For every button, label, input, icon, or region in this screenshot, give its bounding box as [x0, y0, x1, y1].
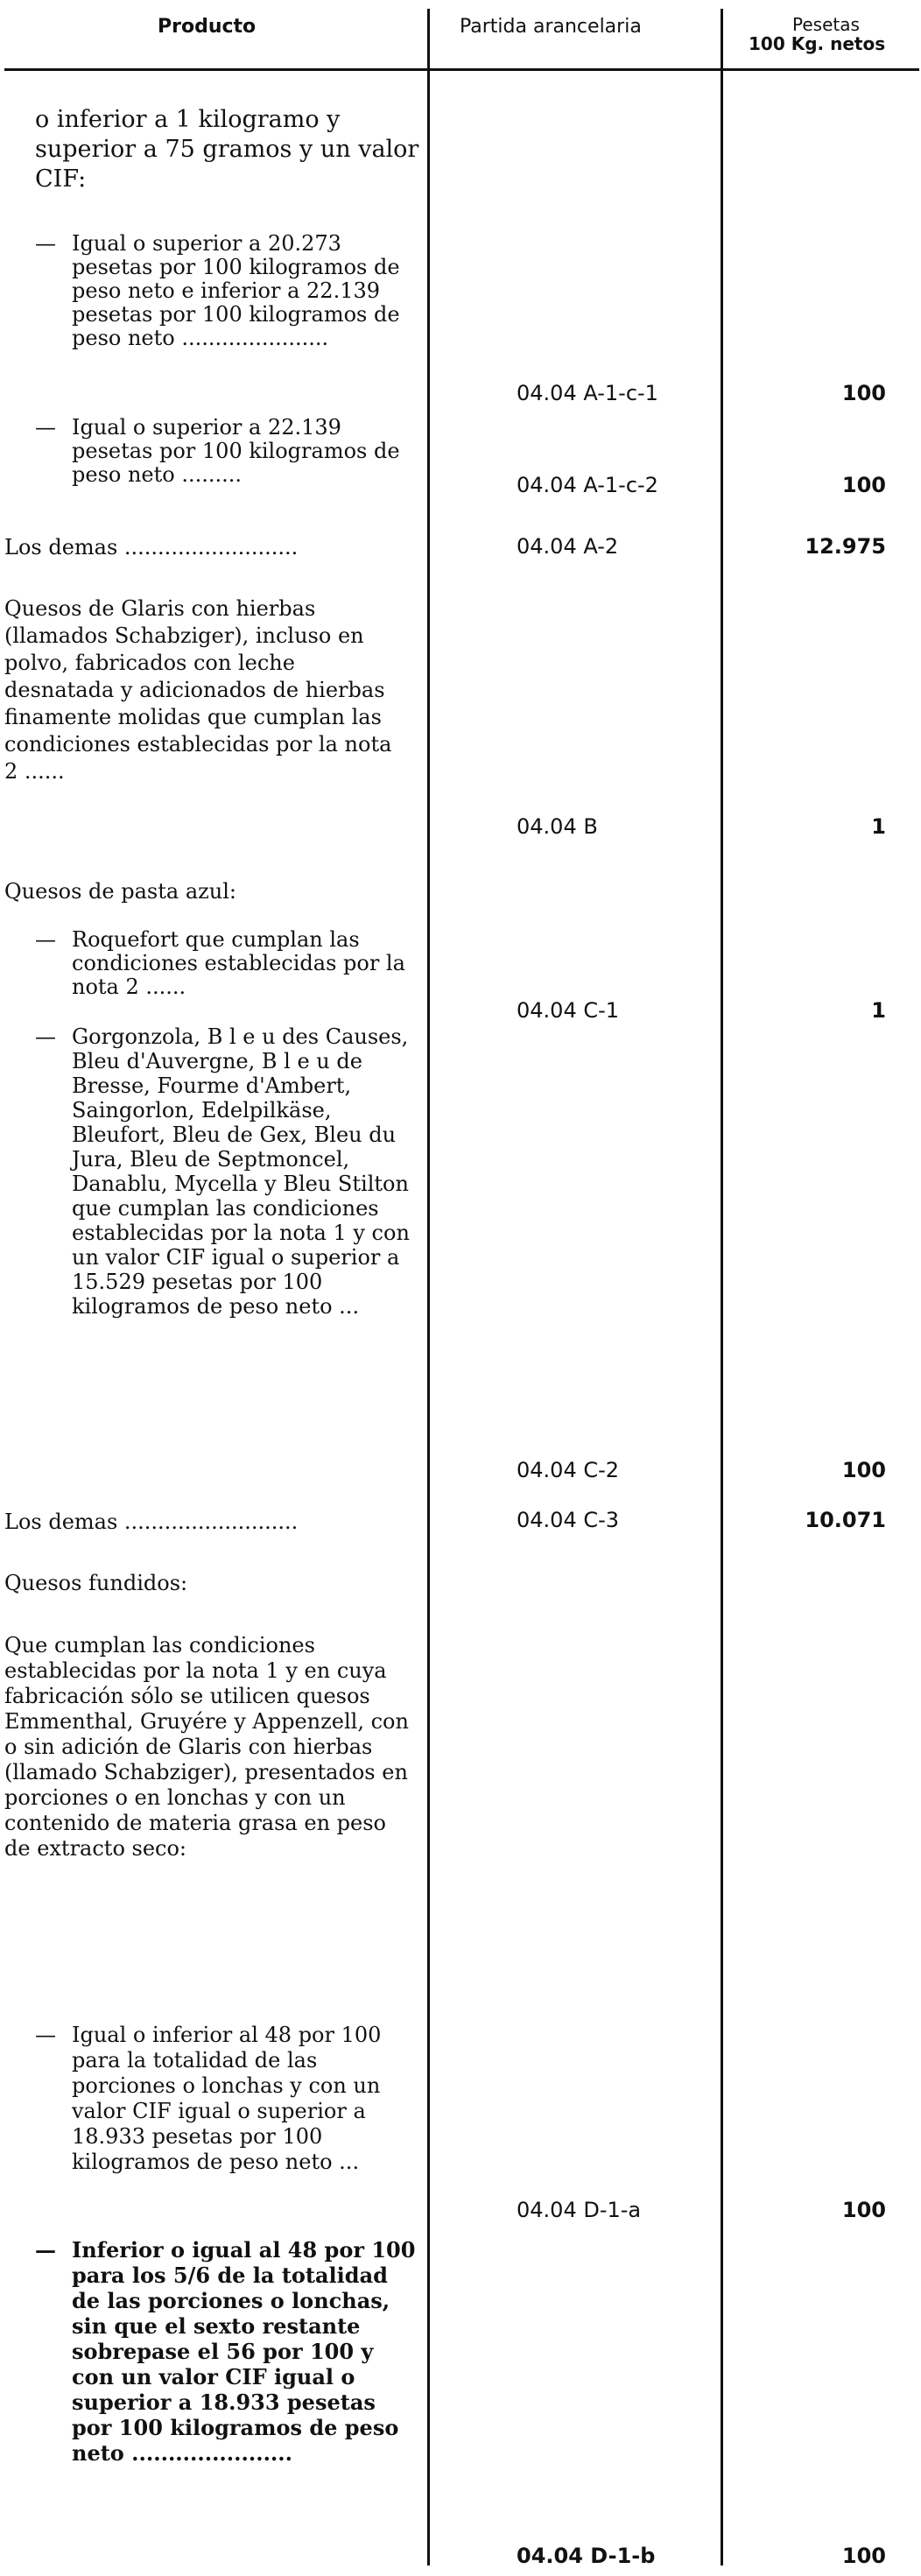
- item-a1c1: [35, 232, 420, 350]
- item-a2-code: 04.04 A-2: [517, 534, 619, 559]
- item-a1c2-text: Igual o superior a 22.139 pesetas por 100 kilogramos de peso neto .........: [72, 415, 400, 487]
- dash-marker: —: [35, 231, 56, 256]
- item-b-text: [4, 595, 407, 785]
- header-producto: Producto: [158, 16, 257, 38]
- item-c1-code: 04.04 C-1: [517, 998, 620, 1023]
- column-divider-2: [721, 9, 723, 2565]
- item-d1a-text: Igual o inferior al 48 por 100 para la totalidad de las porciones o lonchas y con un valor CIF igual o superior a 18.933 pesetas por 100 kilogramos de peso neto ...: [72, 2023, 382, 2174]
- item-c3-code: 04.04 C-3: [517, 1508, 620, 1532]
- item-d1b-code: 04.04 D-1-b: [517, 2544, 656, 2568]
- header-pesetas: Pesetas: [792, 14, 860, 35]
- section-d-intro: Que cumplan las condiciones establecidas por la nota 1 y en cuya fabricación sólo se utilicen quesos Emmenthal, Gruyére y Appenzell, con o sin adición de Glaris con hierbas (llamado Schabziger), presentados en porciones o en lonchas y con un contenido de materia grasa en peso de extracto seco:: [4, 1633, 409, 1861]
- item-c2-code: 04.04 C-2: [517, 1458, 620, 1482]
- item-a1c2-amount: 100: [841, 473, 886, 497]
- column-divider-1: [427, 9, 430, 2565]
- item-d1b: [35, 2237, 420, 2466]
- item-d1a-amount: 100: [841, 2198, 886, 2222]
- item-b-paragraph: Quesos de Glaris con hierbas (llamados Schabziger), incluso en polvo, fabricados con leche desnatada y adicionados de hierbas finamente molidas que cumplan las condiciones establecidas por la nota 2 ......: [4, 596, 392, 784]
- section-c-heading: Quesos de pasta azul:: [4, 879, 236, 904]
- item-d1a-code: 04.04 D-1-a: [517, 2198, 642, 2222]
- item-c2: [35, 1024, 420, 1319]
- section-d-heading: Quesos fundidos:: [4, 1571, 188, 1595]
- item-d1a: [35, 2023, 420, 2175]
- item-c3-text: Los demas ..........................: [4, 1510, 299, 1534]
- item-a1c1-code: 04.04 A-1-c-1: [517, 381, 658, 405]
- item-a1c1-amount: 100: [841, 381, 886, 405]
- item-a1c2: [35, 416, 420, 487]
- dash-marker: —: [35, 2023, 56, 2047]
- intro-text: o inferior a 1 kilogramo y superior a 75 gramos y un valor CIF:: [35, 106, 419, 193]
- item-a2-amount: 12.975: [805, 534, 886, 559]
- item-a2-text: Los demas ..........................: [4, 535, 299, 560]
- item-d1b-amount: 100: [841, 2544, 886, 2568]
- header-partida: Partida arancelaria: [460, 16, 642, 38]
- item-a1c2-code: 04.04 A-1-c-2: [517, 473, 658, 497]
- dash-marker: —: [35, 927, 56, 952]
- item-b-code: 04.04 B: [517, 814, 598, 839]
- item-c1-amount: 1: [871, 998, 886, 1023]
- item-d1b-text: Inferior o igual al 48 por 100 para los 5/6 de la totalidad de las porciones o lonchas, sin que el sexto restante sobrepase el 56 por 100 y con un valor CIF igual o superior a 18.933 pesetas por 100 kilogramos de peso neto ......................: [72, 2237, 416, 2466]
- item-c2-text: Gorgonzola, B l e u des Causes, Bleu d'Auvergne, B l e u de Bresse, Fourme d'Ambert, Saingorlon, Edelpilkäse, Bleufort, Bleu de Gex, Bleu du Jura, Bleu de Septmoncel, Danablu, Mycella y Bleu Stilton que cumplan las condiciones establecidas por la nota 1 y con un valor CIF igual o superior a 15.529 pesetas por 100 kilogramos de peso neto ...: [72, 1024, 410, 1319]
- item-c3-amount: 10.071: [805, 1508, 886, 1532]
- dash-marker: —: [35, 1024, 56, 1049]
- item-c1-text: Roquefort que cumplan las condiciones establecidas por la nota 2 ......: [72, 927, 405, 999]
- item-b-amount: 1: [871, 814, 886, 839]
- item-c1: [35, 928, 420, 999]
- item-a1c1-text: Igual o superior a 20.273 pesetas por 100 kilogramos de peso neto e inferior a 22.139 pesetas por 100 kilogramos de peso neto ......................: [72, 231, 400, 350]
- item-c2-amount: 100: [841, 1458, 886, 1482]
- dash-marker: —: [35, 2237, 56, 2263]
- dash-marker: —: [35, 415, 56, 440]
- header-rule: [4, 68, 919, 71]
- header-pesetas-unit: 100 Kg. netos: [749, 33, 886, 54]
